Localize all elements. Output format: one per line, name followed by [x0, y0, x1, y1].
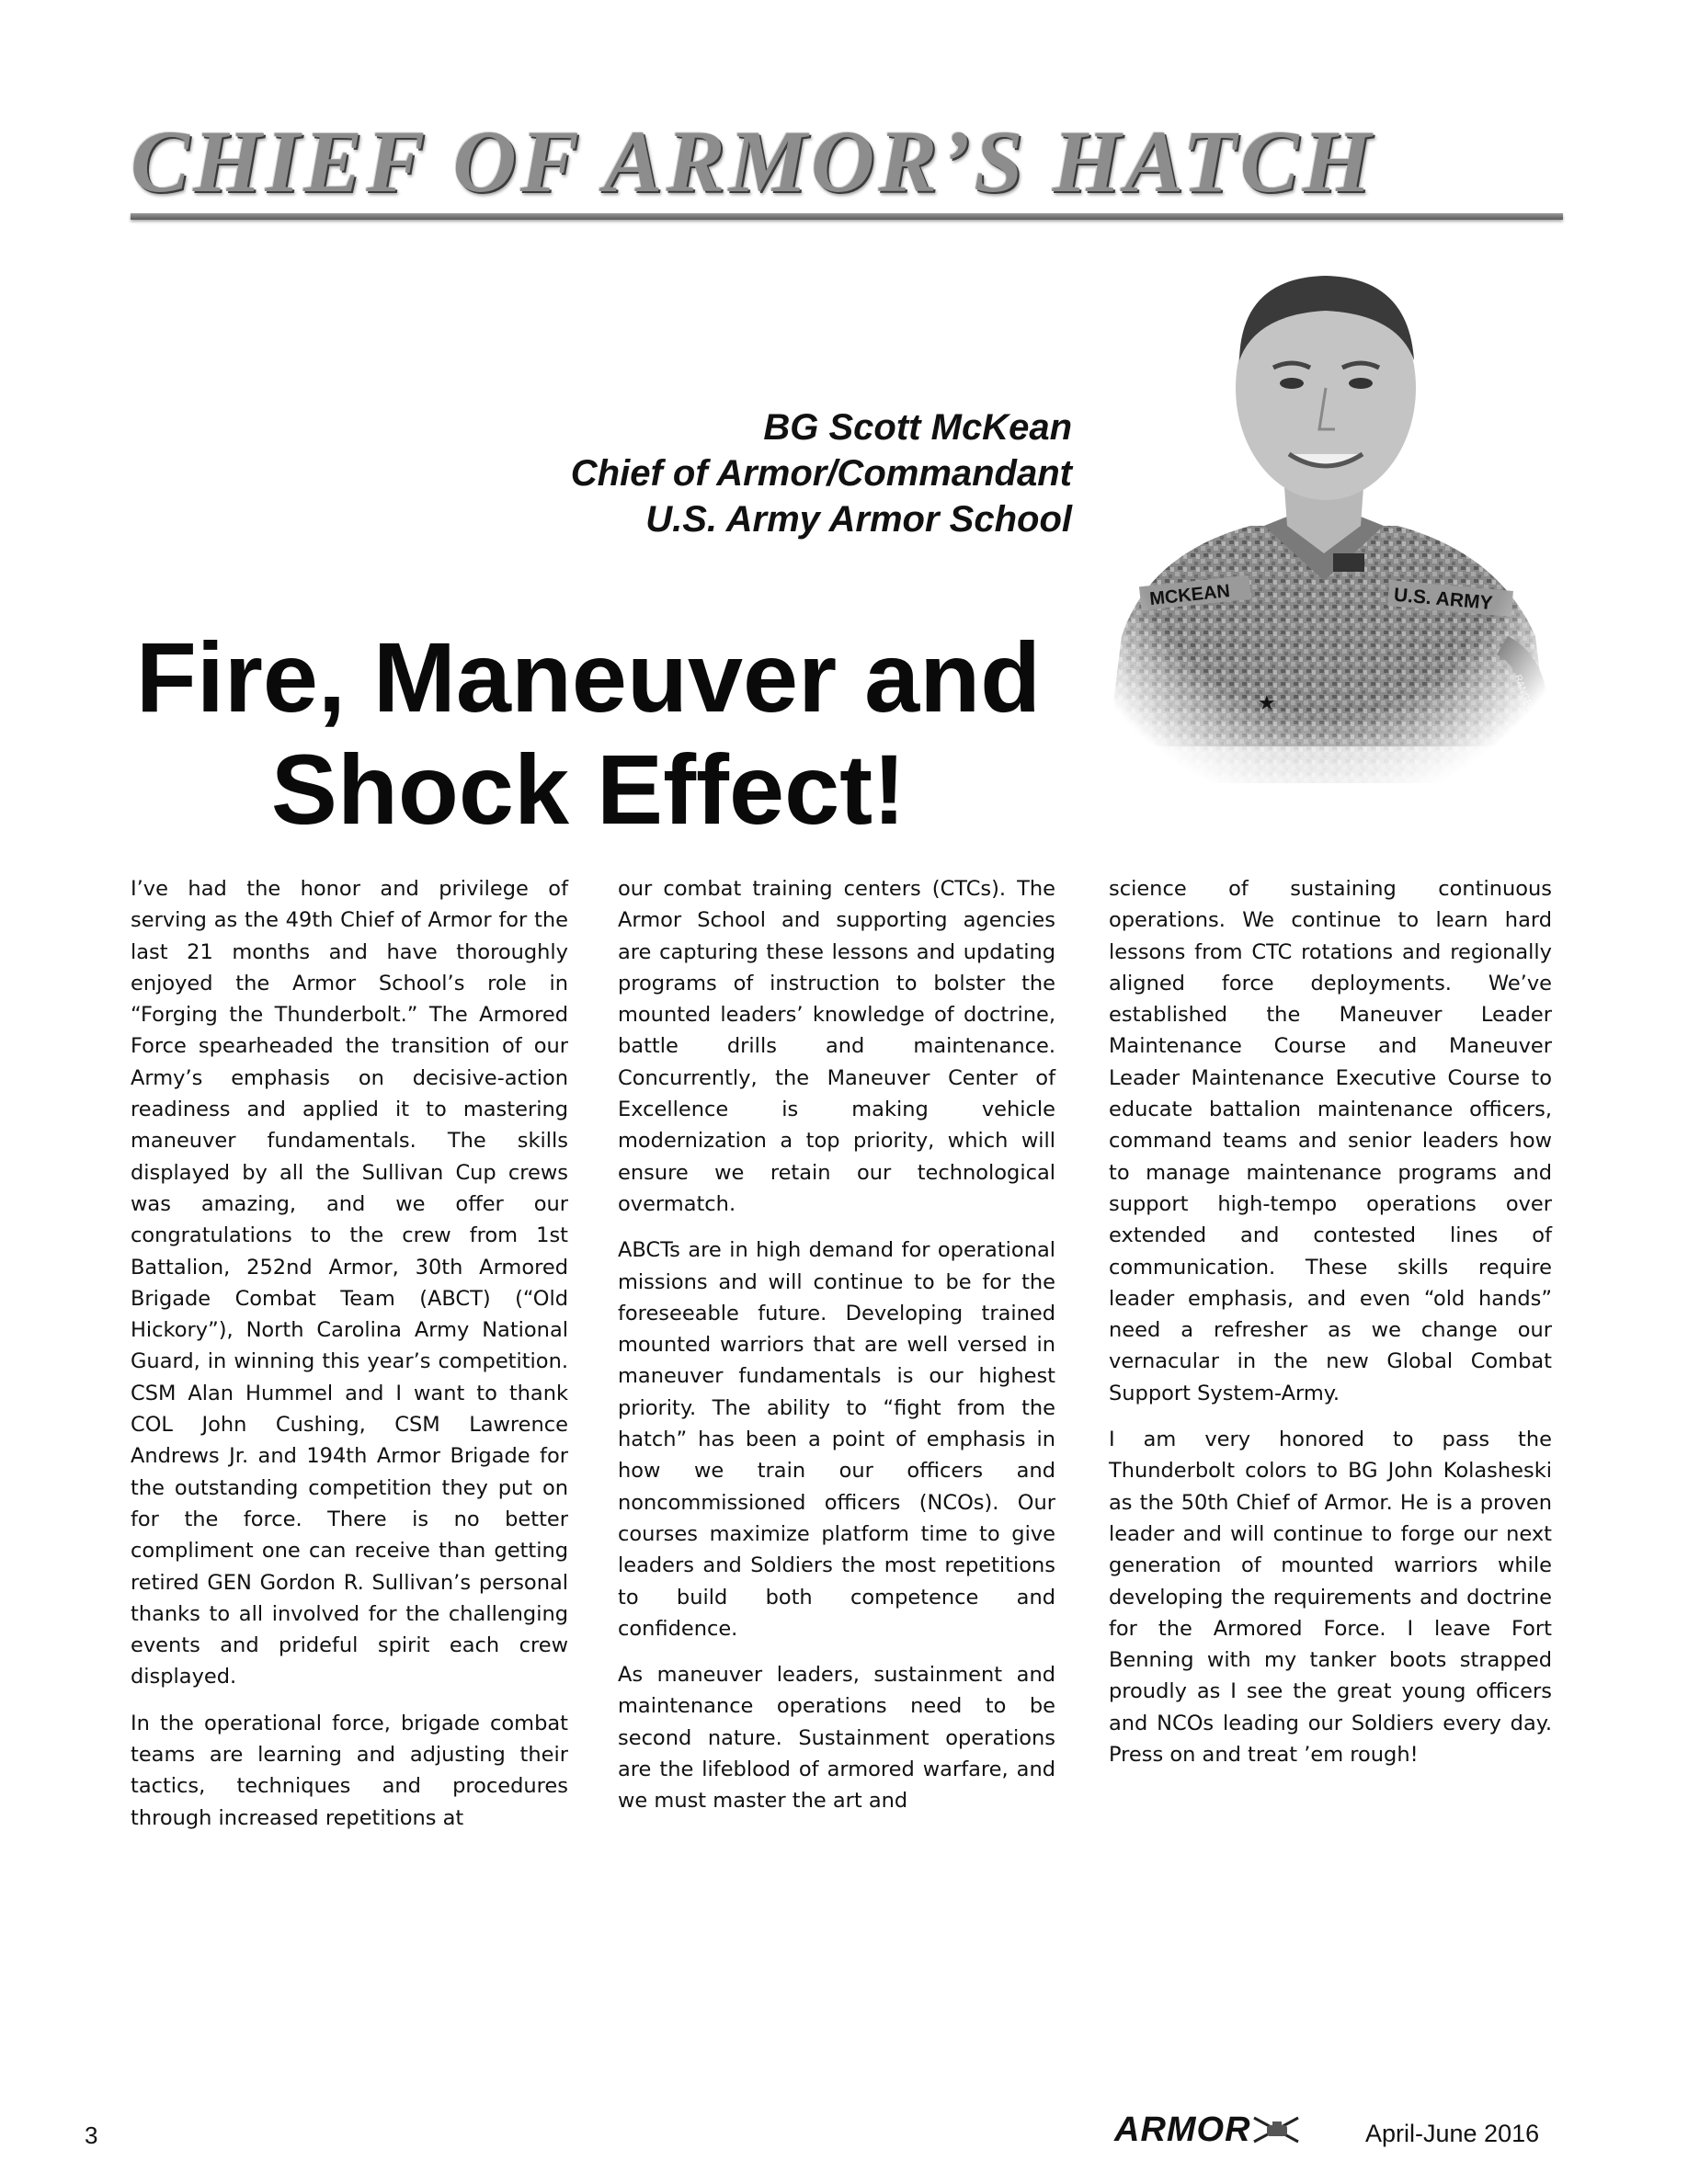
paragraph: ABCTs are in high demand for operational missions and will continue to be for the foreseeable future. Developing trained mounted warriors that are well versed in maneuver fundamentals is our highest priority. The ability to “fight from the hatch” has been a point of emphasis in how we train our officers and noncommissioned officers (NCOs). Our courses maximize platform time to give leaders and Soldiers the most repetitions to build both competence and confidence.: [618, 1238, 1055, 1641]
masthead-rule: [131, 213, 1563, 220]
paragraph: our combat training centers (CTCs). The Armor School and supporting agencies are capturing these lessons and updating programs of instruction to bolster the mounted leaders’ knowledge of doctrine, battle drills and maintenance. Concurrently, the Maneuver Center of Excellence is making vehicle modernization a top priority, which will ensure we retain our technological overmatch.: [618, 877, 1055, 1216]
author-portrait: [1085, 250, 1563, 783]
article-headline: [129, 621, 1048, 846]
article-column-1: [131, 873, 568, 1848]
paragraph: As maneuver leaders, sustainment and maintenance operations need to be second nature. Sustainment operations are the lifeblood of armored warfare, and we must master the art and: [618, 1663, 1055, 1814]
headline-line-1: Fire, Maneuver and: [135, 621, 1042, 733]
page-number: 3: [85, 2121, 98, 2149]
author-name: BG Scott McKean: [763, 407, 1072, 448]
paragraph: In the operational force, brigade combat teams are learning and adjusting their tactics, techniques and procedures through increased repetitions at: [131, 1711, 568, 1830]
author-organization: U.S. Army Armor School: [645, 499, 1072, 540]
paragraph: I’ve had the honor and privilege of serving as the 49th Chief of Armor for the last 21 months and have thoroughly enjoyed the Armor School’s role in “Forging the Thunderbolt.” The Armored Force spearheaded the transition of our Army’s emphasis on decisive-action readiness and applied it to mastering maneuver fundamentals. The skills displayed by all the Sullivan Cup crews was amazing, and we offer our congratulations to the crew from 1st Battalion, 252nd Armor, 30th Armored Brigade Combat Team (ABCT) (“Old Hickory”), North Carolina Army National Guard, in winning this year’s competition. CSM Alan Hummel and I want to thank COL John Cushing, CSM Lawrence Andrews Jr. and 194th Armor Brigade for the outstanding competition they put on for the force. There is no better compliment one can receive than getting retired GEN Gordon R. Sullivan’s personal thanks to all involved for the challenging events and prideful spirit each crew displayed.: [131, 877, 568, 1689]
author-title: Chief of Armor/Commandant: [570, 453, 1072, 494]
paragraph: I am very honored to pass the Thunderbolt colors to BG John Kolasheski as the 50th Chief of Armor. He is a proven leader and will continue to forge our next generation of mounted warriors while developing the requirements and doctrine for the Armored Force. I leave Fort Benning with my tanker boots strapped proudly as I see the great young officers and NCOs leading our Soldiers every day. Press on and treat ’em rough!: [1109, 1428, 1552, 1768]
masthead: CHIEF OF ARMOR’S HATCH: [131, 112, 1375, 210]
headline-line-2: Shock Effect!: [270, 734, 907, 845]
article-column-2: [618, 873, 1055, 1832]
article-column-3: [1109, 873, 1552, 1785]
issue-date: April-June 2016: [1365, 2120, 1540, 2147]
byline: [571, 404, 1072, 542]
publication-logo: ARMOR: [1114, 2110, 1251, 2149]
crossed-sabers-tank-icon: [1250, 2114, 1302, 2145]
paragraph: science of sustaining continuous operations. We continue to learn hard lessons from CTC rotations and regionally aligned force deployments. We’ve established the Maneuver Leader Maintenance Course and Maneuver Leader Maintenance Executive Course to educate battalion maintenance officers, command teams and senior leaders how to manage maintenance programs and support high-tempo operations over extended and contested lines of communication. These skills require leader emphasis, and even “old hands” need a refresher as we change our vernacular in the new Global Combat Support System-Army.: [1109, 877, 1552, 1405]
